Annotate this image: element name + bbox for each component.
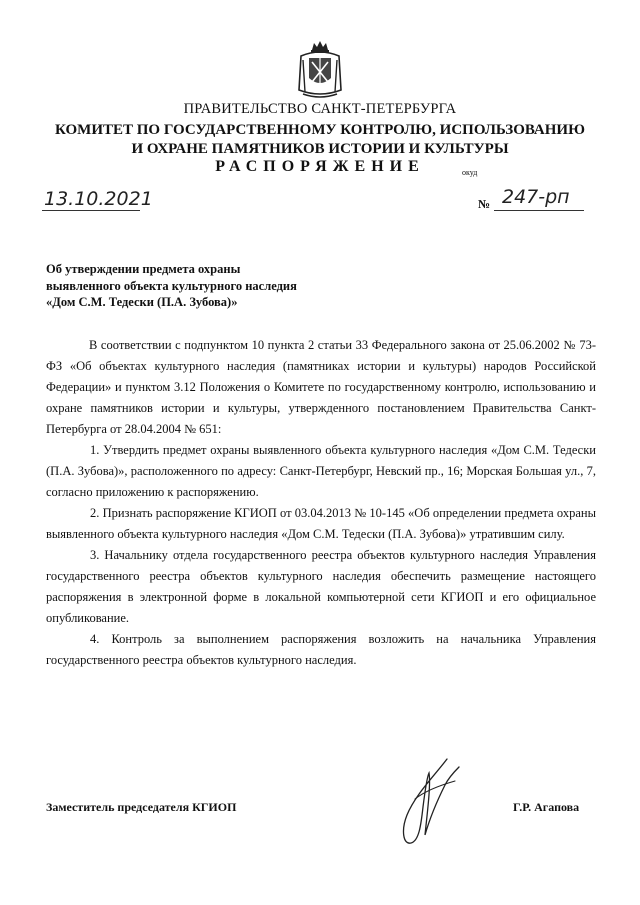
- coat-of-arms-icon: [297, 40, 343, 100]
- committee-title-line1: КОМИТЕТ ПО ГОСУДАРСТВЕННОМУ КОНТРОЛЮ, ИСПОЛЬЗОВАНИЮ: [55, 122, 585, 138]
- committee-title: [0, 121, 640, 159]
- okud-label: окуд: [462, 168, 478, 177]
- signer-name: Г.Р. Агапова: [513, 800, 580, 814]
- government-title: ПРАВИТЕЛЬСТВО САНКТ-ПЕТЕРБУРГА: [183, 101, 457, 117]
- item-4-paragraph: 4. Контроль за выполнением распоряжения возложить на начальника Управления государственного реестра объектов культурного наследия.: [46, 632, 596, 667]
- document-body: [46, 335, 596, 671]
- subject-line3: «Дом С.М. Тедески (П.А. Зубова)»: [46, 295, 238, 309]
- item-3-paragraph: 3. Начальнику отдела государственного реестра объектов культурного наследия Управления государственного реестра объектов культурного наследия обеспечить размещение настоящего распоряжения в электронной форме в локальной компьютерной сети КГИОП и его официальное опубликование.: [46, 548, 596, 625]
- subject-line1: Об утверждении предмета охраны: [46, 262, 241, 276]
- number-label: №: [478, 197, 491, 211]
- preamble-paragraph: В соответствии с подпунктом 10 пункта 2 статьи 33 Федерального закона от 25.06.2002 № 73-ФЗ «Об объектах культурного наследия (памятниках истории и культуры) народов Российской Федерации» и пунктом 3.12 Положения о Комитете по государственному контролю, использованию и охране памятников истории и культуры, утвержденного постановлением Правительства Санкт-Петербурга от 28.04.2004 № 651:: [46, 338, 596, 436]
- signature-icon: [385, 755, 465, 855]
- document-subject: [46, 261, 297, 311]
- item-2-paragraph: 2. Признать распоряжение КГИОП от 03.04.2013 № 10-145 «Об определении предмета охраны выявленного объекта культурного наследия «Дом С.М. Тедески (П.А. Зубова)» утратившим силу.: [46, 506, 596, 541]
- number-underline: [494, 210, 584, 211]
- date-underline: [42, 210, 140, 211]
- subject-line2: выявленного объекта культурного наследия: [46, 278, 297, 293]
- document-date: 13.10.2021: [44, 188, 153, 210]
- document-number: 247-рп: [502, 186, 570, 208]
- committee-title-line2: И ОХРАНЕ ПАМЯТНИКОВ ИСТОРИИ И КУЛЬТУРЫ: [131, 141, 509, 157]
- signer-title: Заместитель председателя КГИОП: [46, 800, 237, 814]
- item-1-paragraph: 1. Утвердить предмет охраны выявленного объекта культурного наследия «Дом С.М. Тедески (П.А. Зубова)», расположенного по адресу: Санкт-Петербург, Невский пр., 16; Морская Большая ул., 7, согласно приложению к распоряжению.: [46, 443, 596, 499]
- document-type: РАСПОРЯЖЕНИЕ: [215, 158, 425, 175]
